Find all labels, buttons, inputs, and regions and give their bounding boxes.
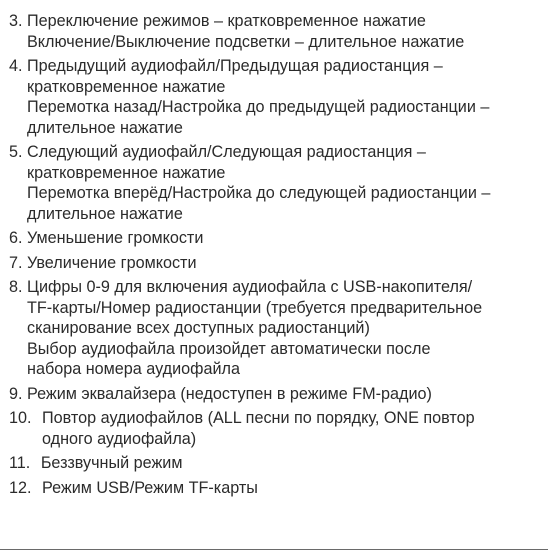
description-line: Беззвучный режим	[40, 454, 183, 472]
description-line: кратковременное нажатие	[27, 163, 226, 182]
description-line: Уменьшение громкости	[27, 229, 204, 247]
item-number: 11.	[9, 454, 35, 472]
description-line: Повтор аудиофайлов (ALL песни по порядку, ONE повтор	[42, 409, 475, 427]
description-line: Следующий аудиофайл/Следующая радиостанция –	[27, 143, 426, 161]
description-line: Режим эквалайзера (недоступен в режиме FM-радио)	[27, 384, 432, 403]
item-number: 7.	[9, 253, 27, 272]
list-item	[9, 384, 543, 405]
description-line: длительное нажатие	[27, 118, 183, 137]
list-item	[9, 11, 543, 52]
list-item	[9, 277, 543, 380]
button-description-list	[9, 11, 543, 502]
item-description	[35, 453, 543, 474]
list-item	[9, 453, 543, 474]
description-line: Включение/Выключение подсветки – длительное нажатие	[27, 32, 465, 51]
description-line: сканирование всех доступных радиостанций)	[27, 319, 370, 337]
description-line: Переключение режимов – кратковременное нажатие	[27, 12, 426, 30]
item-description	[27, 277, 543, 380]
list-item	[9, 478, 543, 499]
item-number: 3.	[9, 12, 27, 30]
description-line: Режим USB/Режим TF-карты	[42, 478, 258, 497]
description-line: одного аудиофайла)	[42, 429, 197, 448]
item-number: 9.	[9, 384, 27, 403]
item-description	[27, 142, 543, 224]
item-description	[36, 478, 543, 499]
item-number: 5.	[9, 143, 27, 161]
item-number: 12.	[9, 478, 37, 497]
description-line: TF-карты/Номер радиостанции (требуется предварительное	[27, 298, 483, 317]
list-item	[9, 142, 543, 224]
item-description	[27, 253, 543, 274]
item-description	[27, 228, 543, 249]
list-item	[9, 228, 543, 249]
item-number: 4.	[9, 57, 27, 75]
bottom-divider	[0, 549, 548, 550]
list-item	[9, 253, 543, 274]
description-line: Увеличение громкости	[27, 253, 197, 272]
item-number: 8.	[9, 278, 27, 296]
item-number: 10.	[9, 409, 37, 427]
item-description	[27, 384, 543, 405]
item-description	[36, 408, 543, 449]
description-line: Перемотка вперёд/Настройка до следующей радиостанции –	[27, 184, 491, 202]
description-line: Предыдущий аудиофайл/Предыдущая радиостанция –	[27, 57, 443, 75]
description-line: Выбор аудиофайла произойдет автоматически после	[27, 339, 431, 358]
item-description	[27, 11, 543, 52]
description-line: Перемотка назад/Настройка до предыдущей радиостанции –	[27, 98, 490, 116]
item-number: 6.	[9, 229, 27, 247]
list-item	[9, 56, 543, 138]
description-line: длительное нажатие	[27, 204, 183, 223]
description-line: Цифры 0-9 для включения аудиофайла с USB-накопителя/	[27, 278, 473, 296]
description-line: кратковременное нажатие	[27, 77, 226, 96]
description-line: набора номера аудиофайла	[27, 360, 240, 378]
item-description	[27, 56, 543, 138]
list-item	[9, 408, 543, 449]
